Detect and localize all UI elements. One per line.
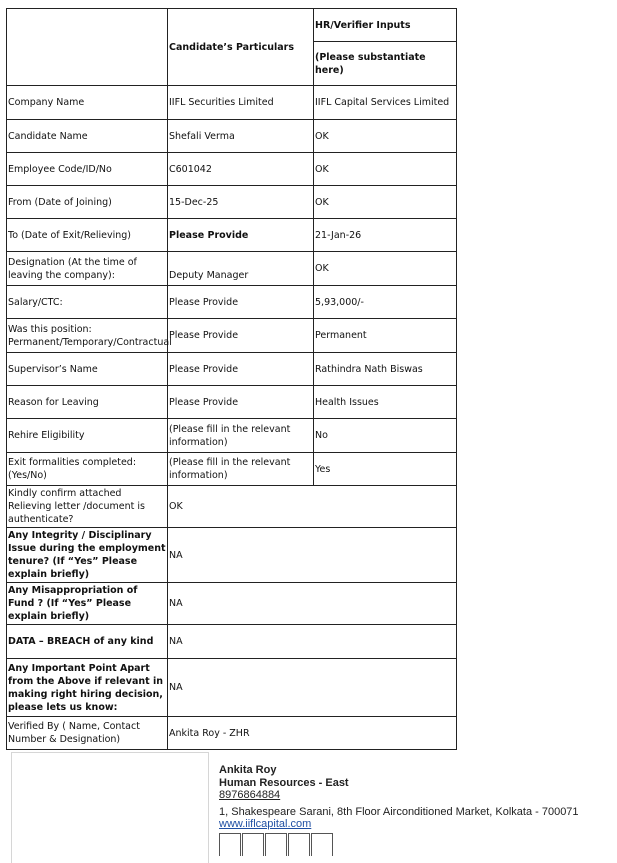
table-row [7, 319, 457, 353]
signature-phone-link[interactable]: 8976864884 [219, 789, 281, 801]
row-label: To (Date of Exit/Relieving) [7, 219, 168, 252]
table-row [7, 86, 457, 120]
verifier-value: OK [314, 120, 457, 153]
table-row [7, 419, 457, 453]
row-label: From (Date of Joining) [7, 186, 168, 219]
row-label: Exit formalities completed: (Yes/No) [7, 453, 168, 486]
row-label: Rehire Eligibility [7, 419, 168, 453]
row-label: Any Integrity / Disciplinary Issue during the employment tenure? (If “Yes” Please explain briefly) [7, 528, 168, 583]
row-label: Candidate Name [7, 120, 168, 153]
verifier-value: No [314, 419, 457, 453]
row-label: DATA – BREACH of any kind [7, 625, 168, 659]
signature-image-placeholder [11, 752, 209, 863]
table-row [7, 353, 457, 386]
row-label: Company Name [7, 86, 168, 120]
candidate-value: (Please fill in the relevant information) [168, 419, 314, 453]
table-row [7, 625, 457, 659]
table-row [7, 583, 457, 625]
verifier-value: IIFL Capital Services Limited [314, 86, 457, 120]
row-value: NA [168, 659, 457, 717]
candidate-value: C601042 [168, 153, 314, 186]
table-row [7, 717, 457, 750]
email-signature [219, 764, 579, 831]
candidate-value: Please Provide [168, 353, 314, 386]
table-row [7, 120, 457, 153]
signature-name: Ankita Roy [219, 764, 277, 776]
header-verifier-inputs: HR/Verifier Inputs [314, 9, 457, 42]
row-label: Verified By ( Name, Contact Number & Designation) [7, 717, 168, 750]
candidate-value: Please Provide [168, 386, 314, 419]
row-value: NA [168, 528, 457, 583]
table-row [7, 386, 457, 419]
table-row [7, 659, 457, 717]
signature-address: 1, Shakespeare Sarani, 8th Floor Airconditioned Market, Kolkata - 700071 [219, 805, 579, 818]
candidate-value: Please Provide [168, 219, 314, 252]
verifier-value: Rathindra Nath Biswas [314, 353, 457, 386]
row-label: Any Misappropriation of Fund ? (If “Yes” Please explain briefly) [7, 583, 168, 625]
verifier-value: Health Issues [314, 386, 457, 419]
verifier-value: Yes [314, 453, 457, 486]
candidate-value: Deputy Manager [168, 252, 314, 286]
row-label: Reason for Leaving [7, 386, 168, 419]
signature-department: Human Resources - East [219, 776, 349, 789]
verifier-value: Permanent [314, 319, 457, 353]
row-value: NA [168, 583, 457, 625]
table-row [7, 252, 457, 286]
header-empty-cell [7, 9, 168, 86]
table-row [7, 453, 457, 486]
verifier-value: 21-Jan-26 [314, 219, 457, 252]
table-row [7, 186, 457, 219]
table-row [7, 219, 457, 252]
header-substantiate-note: (Please substantiate here) [314, 42, 457, 86]
table-row [7, 528, 457, 583]
row-label: Supervisor’s Name [7, 353, 168, 386]
header-candidate-particulars: Candidate’s Particulars [168, 9, 314, 86]
row-label: Kindly confirm attached Relieving letter /document is authenticate? [7, 486, 168, 528]
row-value: OK [168, 486, 457, 528]
candidate-value: Please Provide [168, 286, 314, 319]
row-label: Any Important Point Apart from the Above if relevant in making right hiring decision, please lets us know: [7, 659, 168, 717]
row-label: Employee Code/ID/No [7, 153, 168, 186]
candidate-value: Please Provide [168, 319, 314, 353]
candidate-value: IIFL Securities Limited [168, 86, 314, 120]
signature-website-link[interactable]: www.iiflcapital.com [219, 818, 312, 830]
candidate-value: 15-Dec-25 [168, 186, 314, 219]
row-value: NA [168, 625, 457, 659]
verification-form-table [6, 8, 457, 750]
row-value: Ankita Roy - ZHR [168, 717, 457, 750]
table-row [7, 153, 457, 186]
verifier-value: OK [314, 252, 457, 286]
candidate-value: (Please fill in the relevant information) [168, 453, 314, 486]
verifier-value: 5,93,000/- [314, 286, 457, 319]
verifier-value: OK [314, 186, 457, 219]
table-row [7, 486, 457, 528]
row-label: Was this position: Permanent/Temporary/Contractual [7, 319, 168, 353]
verifier-value: OK [314, 153, 457, 186]
row-label: Designation (At the time of leaving the company): [7, 252, 168, 286]
table-row [7, 286, 457, 319]
candidate-value: Shefali Verma [168, 120, 314, 153]
row-label: Salary/CTC: [7, 286, 168, 319]
